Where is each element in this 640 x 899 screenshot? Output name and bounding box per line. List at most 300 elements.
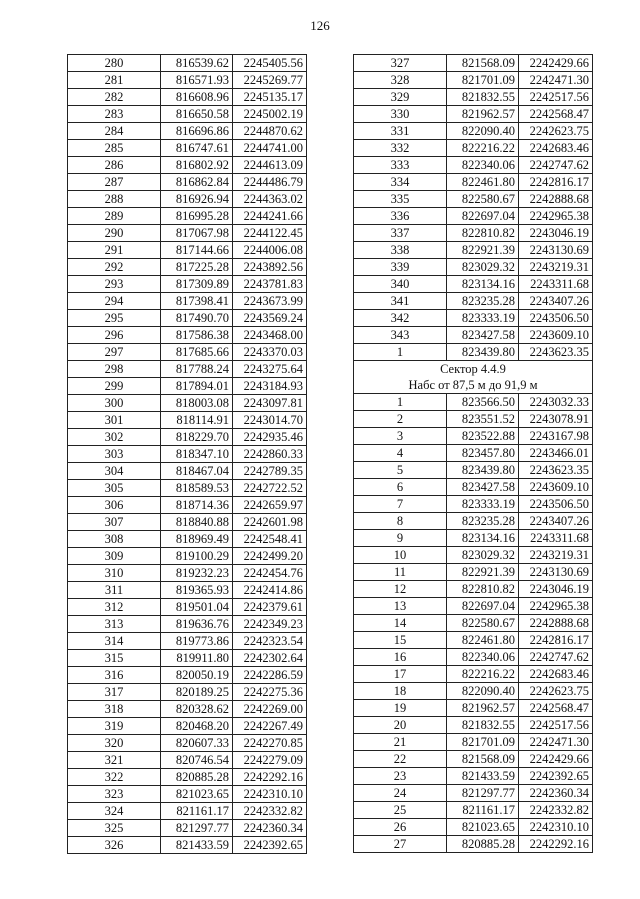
x-coordinate-cell: 820885.28 <box>447 836 519 853</box>
x-coordinate-cell: 821433.59 <box>161 837 233 854</box>
y-coordinate-cell: 2242623.75 <box>519 683 593 700</box>
table-row <box>68 786 307 803</box>
y-coordinate-cell: 2242517.56 <box>519 89 593 106</box>
x-coordinate-cell: 823333.19 <box>447 496 519 513</box>
x-coordinate-cell: 819365.93 <box>161 582 233 599</box>
point-number-cell: 333 <box>354 157 447 174</box>
table-row <box>354 564 593 581</box>
table-row <box>68 633 307 650</box>
table-row <box>68 565 307 582</box>
x-coordinate-cell: 823134.16 <box>447 276 519 293</box>
table-row <box>354 530 593 547</box>
x-coordinate-cell: 820189.25 <box>161 684 233 701</box>
point-number-cell: 283 <box>68 106 161 123</box>
x-coordinate-cell: 820050.19 <box>161 667 233 684</box>
y-coordinate-cell: 2242292.16 <box>233 769 307 786</box>
point-number-cell: 14 <box>354 615 447 632</box>
y-coordinate-cell: 2243130.69 <box>519 242 593 259</box>
y-coordinate-cell: 2243370.03 <box>233 344 307 361</box>
table-row <box>68 310 307 327</box>
x-coordinate-cell: 818467.04 <box>161 463 233 480</box>
point-number-cell: 319 <box>68 718 161 735</box>
coordinates-table-left <box>67 54 307 854</box>
point-number-cell: 289 <box>68 208 161 225</box>
x-coordinate-cell: 821568.09 <box>447 55 519 72</box>
table-row <box>354 293 593 310</box>
x-coordinate-cell: 816539.62 <box>161 55 233 72</box>
x-coordinate-cell: 822340.06 <box>447 157 519 174</box>
point-number-cell: 326 <box>68 837 161 854</box>
y-coordinate-cell: 2242292.16 <box>519 836 593 853</box>
point-number-cell: 321 <box>68 752 161 769</box>
x-coordinate-cell: 819501.04 <box>161 599 233 616</box>
point-number-cell: 304 <box>68 463 161 480</box>
x-coordinate-cell: 818840.88 <box>161 514 233 531</box>
point-number-cell: 291 <box>68 242 161 259</box>
point-number-cell: 292 <box>68 259 161 276</box>
table-row <box>68 72 307 89</box>
table-row <box>354 598 593 615</box>
table-row <box>68 599 307 616</box>
y-coordinate-cell: 2243275.64 <box>233 361 307 378</box>
point-number-cell: 306 <box>68 497 161 514</box>
x-coordinate-cell: 822810.82 <box>447 225 519 242</box>
y-coordinate-cell: 2242310.10 <box>519 819 593 836</box>
table-row <box>68 446 307 463</box>
table-row <box>68 259 307 276</box>
x-coordinate-cell: 822921.39 <box>447 564 519 581</box>
y-coordinate-cell: 2243311.68 <box>519 276 593 293</box>
point-number-cell: 305 <box>68 480 161 497</box>
y-coordinate-cell: 2242267.49 <box>233 718 307 735</box>
y-coordinate-cell: 2242747.62 <box>519 649 593 666</box>
point-number-cell: 15 <box>354 632 447 649</box>
x-coordinate-cell: 817398.41 <box>161 293 233 310</box>
x-coordinate-cell: 816926.94 <box>161 191 233 208</box>
table-row <box>354 462 593 479</box>
table-row <box>68 225 307 242</box>
x-coordinate-cell: 817490.70 <box>161 310 233 327</box>
point-number-cell: 290 <box>68 225 161 242</box>
x-coordinate-cell: 817788.24 <box>161 361 233 378</box>
x-coordinate-cell: 823235.28 <box>447 513 519 530</box>
point-number-cell: 322 <box>68 769 161 786</box>
y-coordinate-cell: 2243219.31 <box>519 259 593 276</box>
y-coordinate-cell: 2243046.19 <box>519 225 593 242</box>
point-number-cell: 22 <box>354 751 447 768</box>
table-row <box>354 276 593 293</box>
x-coordinate-cell: 821433.59 <box>447 768 519 785</box>
x-coordinate-cell: 823235.28 <box>447 293 519 310</box>
y-coordinate-cell: 2243506.50 <box>519 310 593 327</box>
table-row <box>68 208 307 225</box>
table-row <box>354 649 593 666</box>
y-coordinate-cell: 2242888.68 <box>519 615 593 632</box>
table-row <box>354 191 593 208</box>
x-coordinate-cell: 821161.17 <box>161 803 233 820</box>
table-row <box>354 513 593 530</box>
x-coordinate-cell: 820468.20 <box>161 718 233 735</box>
y-coordinate-cell: 2244870.62 <box>233 123 307 140</box>
x-coordinate-cell: 823134.16 <box>447 530 519 547</box>
y-coordinate-cell: 2244122.45 <box>233 225 307 242</box>
x-coordinate-cell: 823333.19 <box>447 310 519 327</box>
point-number-cell: 329 <box>354 89 447 106</box>
point-number-cell: 300 <box>68 395 161 412</box>
table-row <box>354 208 593 225</box>
table-row <box>354 785 593 802</box>
x-coordinate-cell: 822090.40 <box>447 683 519 700</box>
x-coordinate-cell: 823029.32 <box>447 547 519 564</box>
y-coordinate-cell: 2243609.10 <box>519 327 593 344</box>
y-coordinate-cell: 2243130.69 <box>519 564 593 581</box>
y-coordinate-cell: 2244241.66 <box>233 208 307 225</box>
point-number-cell: 331 <box>354 123 447 140</box>
table-row <box>354 700 593 717</box>
point-number-cell: 320 <box>68 735 161 752</box>
point-number-cell: 293 <box>68 276 161 293</box>
x-coordinate-cell: 816571.93 <box>161 72 233 89</box>
point-number-cell: 317 <box>68 684 161 701</box>
table-row <box>354 394 593 411</box>
x-coordinate-cell: 818714.36 <box>161 497 233 514</box>
x-coordinate-cell: 821161.17 <box>447 802 519 819</box>
x-coordinate-cell: 821297.77 <box>161 820 233 837</box>
table-row <box>68 242 307 259</box>
x-coordinate-cell: 822580.67 <box>447 191 519 208</box>
table-row <box>68 89 307 106</box>
table-row <box>354 140 593 157</box>
x-coordinate-cell: 823551.52 <box>447 411 519 428</box>
x-coordinate-cell: 817894.01 <box>161 378 233 395</box>
table-row <box>68 174 307 191</box>
y-coordinate-cell: 2245135.17 <box>233 89 307 106</box>
point-number-cell: 343 <box>354 327 447 344</box>
point-number-cell: 20 <box>354 717 447 734</box>
y-coordinate-cell: 2243167.98 <box>519 428 593 445</box>
table-row <box>68 718 307 735</box>
y-coordinate-cell: 2242747.62 <box>519 157 593 174</box>
point-number-cell: 295 <box>68 310 161 327</box>
table-row <box>68 701 307 718</box>
point-number-cell: 3 <box>354 428 447 445</box>
point-number-cell: 284 <box>68 123 161 140</box>
x-coordinate-cell: 822921.39 <box>447 242 519 259</box>
y-coordinate-cell: 2245269.77 <box>233 72 307 89</box>
table-row <box>354 106 593 123</box>
y-coordinate-cell: 2242471.30 <box>519 734 593 751</box>
table-row <box>68 123 307 140</box>
x-coordinate-cell: 820607.33 <box>161 735 233 752</box>
y-coordinate-cell: 2243609.10 <box>519 479 593 496</box>
table-row <box>68 463 307 480</box>
y-coordinate-cell: 2242279.09 <box>233 752 307 769</box>
point-number-cell: 318 <box>68 701 161 718</box>
point-number-cell: 23 <box>354 768 447 785</box>
point-number-cell: 342 <box>354 310 447 327</box>
x-coordinate-cell: 821832.55 <box>447 89 519 106</box>
point-number-cell: 313 <box>68 616 161 633</box>
x-coordinate-cell: 816747.61 <box>161 140 233 157</box>
table-row <box>354 174 593 191</box>
point-number-cell: 17 <box>354 666 447 683</box>
point-number-cell: 24 <box>354 785 447 802</box>
point-number-cell: 18 <box>354 683 447 700</box>
point-number-cell: 323 <box>68 786 161 803</box>
table-row <box>354 344 593 361</box>
table-row <box>68 837 307 854</box>
point-number-cell: 335 <box>354 191 447 208</box>
y-coordinate-cell: 2242683.46 <box>519 140 593 157</box>
table-row <box>354 751 593 768</box>
point-number-cell: 1 <box>354 394 447 411</box>
y-coordinate-cell: 2244363.02 <box>233 191 307 208</box>
y-coordinate-cell: 2242623.75 <box>519 123 593 140</box>
point-number-cell: 316 <box>68 667 161 684</box>
y-coordinate-cell: 2242302.64 <box>233 650 307 667</box>
point-number-cell: 302 <box>68 429 161 446</box>
point-number-cell: 310 <box>68 565 161 582</box>
table-row <box>68 395 307 412</box>
table-row <box>68 276 307 293</box>
point-number-cell: 5 <box>354 462 447 479</box>
table-row <box>354 242 593 259</box>
x-coordinate-cell: 820746.54 <box>161 752 233 769</box>
point-number-cell: 280 <box>68 55 161 72</box>
x-coordinate-cell: 823427.58 <box>447 327 519 344</box>
y-coordinate-cell: 2243781.83 <box>233 276 307 293</box>
table-row <box>354 259 593 276</box>
x-coordinate-cell: 822216.22 <box>447 140 519 157</box>
y-coordinate-cell: 2243078.91 <box>519 411 593 428</box>
x-coordinate-cell: 822580.67 <box>447 615 519 632</box>
point-number-cell: 330 <box>354 106 447 123</box>
point-number-cell: 337 <box>354 225 447 242</box>
point-number-cell: 312 <box>68 599 161 616</box>
y-coordinate-cell: 2243468.00 <box>233 327 307 344</box>
point-number-cell: 16 <box>354 649 447 666</box>
y-coordinate-cell: 2243219.31 <box>519 547 593 564</box>
x-coordinate-cell: 819773.86 <box>161 633 233 650</box>
x-coordinate-cell: 823439.80 <box>447 344 519 361</box>
point-number-cell: 301 <box>68 412 161 429</box>
table-row <box>68 344 307 361</box>
table-row <box>354 734 593 751</box>
point-number-cell: 309 <box>68 548 161 565</box>
point-number-cell: 285 <box>68 140 161 157</box>
point-number-cell: 25 <box>354 802 447 819</box>
coordinates-table-right <box>353 54 593 853</box>
x-coordinate-cell: 821297.77 <box>447 785 519 802</box>
y-coordinate-cell: 2244741.00 <box>233 140 307 157</box>
table-row <box>68 650 307 667</box>
table-row <box>354 327 593 344</box>
x-coordinate-cell: 822340.06 <box>447 649 519 666</box>
point-number-cell: 1 <box>354 344 447 361</box>
section-subtitle-row <box>354 377 593 394</box>
y-coordinate-cell: 2242332.82 <box>233 803 307 820</box>
y-coordinate-cell: 2243892.56 <box>233 259 307 276</box>
point-number-cell: 12 <box>354 581 447 598</box>
y-coordinate-cell: 2244613.09 <box>233 157 307 174</box>
point-number-cell: 297 <box>68 344 161 361</box>
table-row <box>68 752 307 769</box>
x-coordinate-cell: 817309.89 <box>161 276 233 293</box>
table-row <box>68 667 307 684</box>
x-coordinate-cell: 818347.10 <box>161 446 233 463</box>
table-row <box>68 378 307 395</box>
y-coordinate-cell: 2242568.47 <box>519 106 593 123</box>
x-coordinate-cell: 821701.09 <box>447 734 519 751</box>
table-row <box>68 582 307 599</box>
y-coordinate-cell: 2242332.82 <box>519 802 593 819</box>
point-number-cell: 26 <box>354 819 447 836</box>
x-coordinate-cell: 819232.23 <box>161 565 233 582</box>
point-number-cell: 19 <box>354 700 447 717</box>
y-coordinate-cell: 2242286.59 <box>233 667 307 684</box>
point-number-cell: 327 <box>354 55 447 72</box>
point-number-cell: 303 <box>68 446 161 463</box>
y-coordinate-cell: 2242816.17 <box>519 632 593 649</box>
table-row <box>354 225 593 242</box>
table-row <box>354 666 593 683</box>
point-number-cell: 328 <box>354 72 447 89</box>
x-coordinate-cell: 816802.92 <box>161 157 233 174</box>
point-number-cell: 294 <box>68 293 161 310</box>
y-coordinate-cell: 2242683.46 <box>519 666 593 683</box>
y-coordinate-cell: 2242392.65 <box>233 837 307 854</box>
x-coordinate-cell: 823427.58 <box>447 479 519 496</box>
x-coordinate-cell: 817586.38 <box>161 327 233 344</box>
table-row <box>354 479 593 496</box>
x-coordinate-cell: 823522.88 <box>447 428 519 445</box>
table-row <box>68 412 307 429</box>
x-coordinate-cell: 821568.09 <box>447 751 519 768</box>
table-row <box>68 548 307 565</box>
section-title: Сектор 4.4.9 <box>354 361 593 378</box>
point-number-cell: 288 <box>68 191 161 208</box>
y-coordinate-cell: 2244006.08 <box>233 242 307 259</box>
y-coordinate-cell: 2242816.17 <box>519 174 593 191</box>
point-number-cell: 6 <box>354 479 447 496</box>
point-number-cell: 332 <box>354 140 447 157</box>
y-coordinate-cell: 2243673.99 <box>233 293 307 310</box>
x-coordinate-cell: 820328.62 <box>161 701 233 718</box>
x-coordinate-cell: 817144.66 <box>161 242 233 259</box>
y-coordinate-cell: 2245405.56 <box>233 55 307 72</box>
x-coordinate-cell: 822810.82 <box>447 581 519 598</box>
table-row <box>354 836 593 853</box>
table-row <box>354 632 593 649</box>
point-number-cell: 307 <box>68 514 161 531</box>
x-coordinate-cell: 819911.80 <box>161 650 233 667</box>
x-coordinate-cell: 818589.53 <box>161 480 233 497</box>
table-row <box>354 157 593 174</box>
y-coordinate-cell: 2242471.30 <box>519 72 593 89</box>
point-number-cell: 296 <box>68 327 161 344</box>
y-coordinate-cell: 2243407.26 <box>519 513 593 530</box>
y-coordinate-cell: 2242888.68 <box>519 191 593 208</box>
y-coordinate-cell: 2242499.20 <box>233 548 307 565</box>
y-coordinate-cell: 2243623.35 <box>519 462 593 479</box>
y-coordinate-cell: 2242789.35 <box>233 463 307 480</box>
point-number-cell: 298 <box>68 361 161 378</box>
table-row <box>68 480 307 497</box>
point-number-cell: 299 <box>68 378 161 395</box>
y-coordinate-cell: 2242860.33 <box>233 446 307 463</box>
y-coordinate-cell: 2243506.50 <box>519 496 593 513</box>
x-coordinate-cell: 823029.32 <box>447 259 519 276</box>
y-coordinate-cell: 2242349.23 <box>233 616 307 633</box>
x-coordinate-cell: 818003.08 <box>161 395 233 412</box>
y-coordinate-cell: 2242548.41 <box>233 531 307 548</box>
y-coordinate-cell: 2242310.10 <box>233 786 307 803</box>
y-coordinate-cell: 2242379.61 <box>233 599 307 616</box>
x-coordinate-cell: 822697.04 <box>447 208 519 225</box>
y-coordinate-cell: 2242454.76 <box>233 565 307 582</box>
x-coordinate-cell: 823566.50 <box>447 394 519 411</box>
table-row <box>354 683 593 700</box>
table-row <box>354 615 593 632</box>
y-coordinate-cell: 2243466.01 <box>519 445 593 462</box>
y-coordinate-cell: 2243014.70 <box>233 412 307 429</box>
point-number-cell: 325 <box>68 820 161 837</box>
x-coordinate-cell: 817685.66 <box>161 344 233 361</box>
y-coordinate-cell: 2242429.66 <box>519 751 593 768</box>
y-coordinate-cell: 2243407.26 <box>519 293 593 310</box>
y-coordinate-cell: 2242392.65 <box>519 768 593 785</box>
y-coordinate-cell: 2245002.19 <box>233 106 307 123</box>
y-coordinate-cell: 2242360.34 <box>233 820 307 837</box>
point-number-cell: 336 <box>354 208 447 225</box>
x-coordinate-cell: 816608.96 <box>161 89 233 106</box>
point-number-cell: 2 <box>354 411 447 428</box>
table-row <box>68 531 307 548</box>
table-row <box>68 293 307 310</box>
y-coordinate-cell: 2242722.52 <box>233 480 307 497</box>
x-coordinate-cell: 821023.65 <box>447 819 519 836</box>
point-number-cell: 4 <box>354 445 447 462</box>
point-number-cell: 341 <box>354 293 447 310</box>
point-number-cell: 11 <box>354 564 447 581</box>
y-coordinate-cell: 2243046.19 <box>519 581 593 598</box>
x-coordinate-cell: 822697.04 <box>447 598 519 615</box>
point-number-cell: 8 <box>354 513 447 530</box>
table-row <box>354 310 593 327</box>
x-coordinate-cell: 819636.76 <box>161 616 233 633</box>
point-number-cell: 338 <box>354 242 447 259</box>
table-row <box>354 547 593 564</box>
table-row <box>68 157 307 174</box>
table-row <box>354 55 593 72</box>
table-row <box>68 497 307 514</box>
x-coordinate-cell: 816650.58 <box>161 106 233 123</box>
point-number-cell: 9 <box>354 530 447 547</box>
y-coordinate-cell: 2242935.46 <box>233 429 307 446</box>
point-number-cell: 340 <box>354 276 447 293</box>
table-row <box>68 735 307 752</box>
x-coordinate-cell: 816995.28 <box>161 208 233 225</box>
point-number-cell: 287 <box>68 174 161 191</box>
y-coordinate-cell: 2242601.98 <box>233 514 307 531</box>
x-coordinate-cell: 821701.09 <box>447 72 519 89</box>
table-row <box>68 514 307 531</box>
table-row <box>68 327 307 344</box>
y-coordinate-cell: 2243184.93 <box>233 378 307 395</box>
y-coordinate-cell: 2242965.38 <box>519 598 593 615</box>
point-number-cell: 282 <box>68 89 161 106</box>
point-number-cell: 308 <box>68 531 161 548</box>
